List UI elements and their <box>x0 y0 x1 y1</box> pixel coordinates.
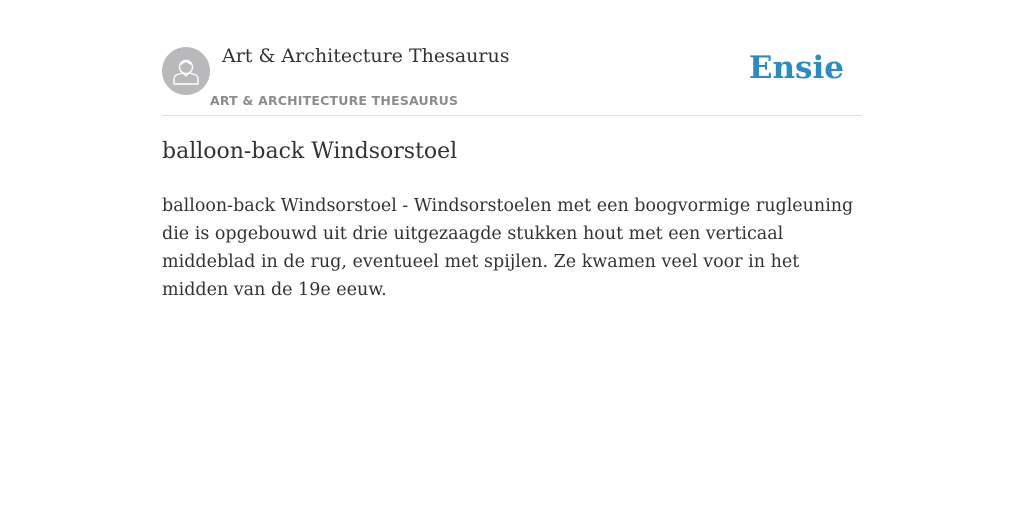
avatar[interactable] <box>162 47 210 95</box>
page-title: balloon-back Windsorstoel <box>162 139 458 164</box>
source-label: ART & ARCHITECTURE THESAURUS <box>210 93 459 108</box>
entry-header <box>162 40 862 116</box>
author-name[interactable]: Art & Architecture Thesaurus <box>222 45 510 67</box>
ensie-logo[interactable]: Ensie <box>748 50 844 86</box>
definition-text: balloon-back Windsorstoel - Windsorstoelen met een boogvormige rugleuning die is opgebouwd uit drie uitgezaagde stukken hout met een verticaal middeblad in de rug, eventueel met spijlen. Ze kwamen veel voor in het midden van de 19e eeuw. <box>162 196 854 300</box>
user-silhouette-icon <box>162 47 210 95</box>
